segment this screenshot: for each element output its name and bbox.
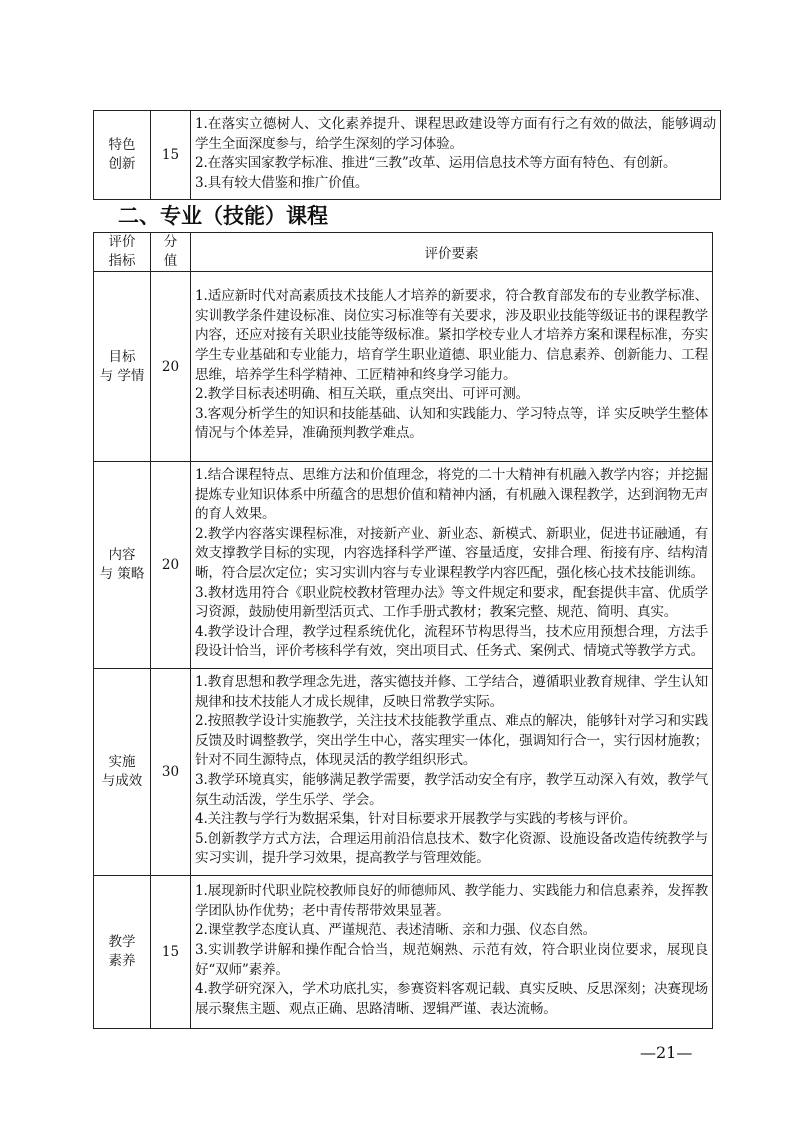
element-item: 4.教学研究深入，学术功底扎实，参赛资料客观记载、真实反映、反思深刻；决赛现场展示聚焦主题、观点正确、思路清晰、逻辑严谨、表达流畅。 bbox=[195, 981, 708, 1017]
table-row bbox=[94, 875, 713, 1028]
table-row bbox=[94, 272, 713, 462]
header-text: 指标 bbox=[108, 253, 136, 269]
table-row bbox=[94, 668, 713, 875]
table-header-row bbox=[94, 233, 713, 272]
course-eval-table bbox=[93, 232, 713, 1029]
element-item: 3.客观分析学生的知识和技能基础、认知和实践能力、学习特点等，详 实反映学生整体情况与个体差异，准确预判教学难点。 bbox=[195, 405, 708, 442]
indicator-cell bbox=[94, 462, 151, 669]
element-item: 1.展现新时代职业院校教师良好的师德师风、教学能力、实践能力和信息素养，发挥教学团队协作优势；老中青传帮带效果显著。 bbox=[195, 883, 708, 919]
indicator-cell bbox=[94, 875, 151, 1028]
element-item: 2.在落实国家教学标准、推进“三教”改革、运用信息技术等方面有特色、有创新。 bbox=[195, 155, 677, 172]
score-cell: 15 bbox=[151, 111, 191, 200]
element-item: 2.课堂教学态度认真、严谨规范、表述清晰、亲和力强、仪态自然。 bbox=[195, 922, 596, 939]
indicator-text: 教学 bbox=[108, 933, 136, 950]
indicator-text: 特色 bbox=[108, 137, 136, 154]
score-cell: 15 bbox=[151, 875, 191, 1028]
indicator-text: 创新 bbox=[108, 156, 136, 173]
elements-cell bbox=[191, 111, 721, 200]
header-score bbox=[151, 233, 191, 272]
header-elements: 评价要素 bbox=[191, 233, 713, 272]
indicator-cell bbox=[94, 668, 151, 875]
header-text: 分 bbox=[163, 234, 178, 250]
element-item: 2.教学目标表述明确、相互关联，重点突出、可评可测。 bbox=[195, 386, 530, 403]
element-item: 4.教学设计合理，教学过程系统优化，流程环节构思得当，技术应用预想合理，方法手段设计恰当，评价考核科学有效，突出项目式、任务式、案例式、情境式等教学方式。 bbox=[195, 623, 708, 660]
element-item: 5.创新教学方式方法，合理运用前沿信息技术、数字化资源、设施设备改造传统教学与实习实训，提升学习效果，提高教学与管理效能。 bbox=[195, 830, 708, 867]
indicator-text: 目标 bbox=[108, 348, 136, 365]
indicator-text: 与 策略 bbox=[99, 565, 145, 582]
course-eval-table-part1 bbox=[93, 110, 721, 200]
element-item: 3.实训教学讲解和操作配合恰当，规范娴熟、示范有效，符合职业岗位要求，展现良好“双师”素养。 bbox=[195, 942, 708, 978]
table-row bbox=[94, 111, 721, 200]
section-title: 二、专业（技能）课程 bbox=[118, 204, 328, 228]
element-item: 4.关注教与学行为数据采集，针对目标要求开展教学与实践的考核与评价。 bbox=[195, 811, 637, 828]
indicator-text: 实施 bbox=[108, 753, 136, 770]
header-indicator bbox=[94, 233, 151, 272]
table-row bbox=[94, 462, 713, 669]
score-cell: 20 bbox=[151, 462, 191, 669]
element-item: 1.结合课程特点、思维方法和价值理念，将党的二十大精神有机融入教学内容；并挖掘提炼专业知识体系中所蕴含的思想价值和精神内涵，有机融入课程教学，达到润物无声的育人效果。 bbox=[195, 467, 708, 523]
element-item: 3.教材选用符合《职业院校教材管理办法》等文件规定和要求，配套提供丰富、优质学习资源，鼓励使用新型活页式、工作手册式教材；教案完整、规范、简明、真实。 bbox=[195, 584, 708, 621]
indicator-text: 素养 bbox=[108, 952, 136, 969]
element-item: 1.在落实立德树人、文化素养提升、课程思政建设等方面有行之有效的做法，能够调动学生全面深度参与，给学生深刻的学习体验。 bbox=[195, 116, 716, 152]
indicator-cell bbox=[94, 111, 151, 200]
elements-cell bbox=[191, 875, 713, 1028]
score-cell: 30 bbox=[151, 668, 191, 875]
element-item: 2.教学内容落实课程标准，对接新产业、新业态、新模式、新职业，促进书证融通，有效支撑教学目标的实现，内容选择科学严谨、容量适度，安排合理、衔接有序、结构清晰，符合层次定位；实习实训内容与专业课程教学内容匹配，强化核心技术技能训练。 bbox=[195, 525, 708, 581]
elements-cell bbox=[191, 462, 713, 669]
indicator-cell bbox=[94, 272, 151, 462]
element-item: 3.具有较大借鉴和推广价值。 bbox=[195, 174, 369, 191]
element-item: 1.教育思想和教学理念先进，落实德技并修、工学结合，遵循职业教育规律、学生认知规律和技术技能人才成长规律，反映日常教学实际。 bbox=[195, 673, 708, 710]
indicator-text: 与 学情 bbox=[99, 367, 145, 384]
element-item: 3.教学环境真实，能够满足教学需要，教学活动安全有序，教学互动深入有效，教学气氛生动活泼，学生乐学、学会。 bbox=[195, 771, 708, 808]
element-item: 1.适应新时代对高素质技术技能人才培养的新要求，符合教育部发布的专业教学标准、实训教学条件建设标准、岗位实习标准等有关要求，涉及职业技能等级证书的课程教学内容，还应对接有关职业技能等级标准。紧扣学校专业人才培养方案和课程标准，夯实学生专业基础和专业能力，培育学生职业道德、职业能力、信息素养、创新能力、工程思维，培养学生科学精神、工匠精神和终身学习能力。 bbox=[195, 288, 708, 383]
header-text: 值 bbox=[163, 253, 178, 269]
element-item: 2.按照教学设计实施教学，关注技术技能教学重点、难点的解决，能够针对学习和实践反馈及时调整教学，突出学生中心，落实理实一体化，强调知行合一，实行因材施教；针对不同生源特点，体现灵活的教学组织形式。 bbox=[195, 713, 708, 769]
page-number: —21— bbox=[640, 1043, 693, 1062]
score-cell: 20 bbox=[151, 272, 191, 462]
indicator-text: 内容 bbox=[108, 546, 136, 563]
elements-cell bbox=[191, 668, 713, 875]
indicator-text: 与成效 bbox=[101, 772, 143, 789]
header-text: 评价 bbox=[108, 234, 136, 250]
elements-cell bbox=[191, 272, 713, 462]
